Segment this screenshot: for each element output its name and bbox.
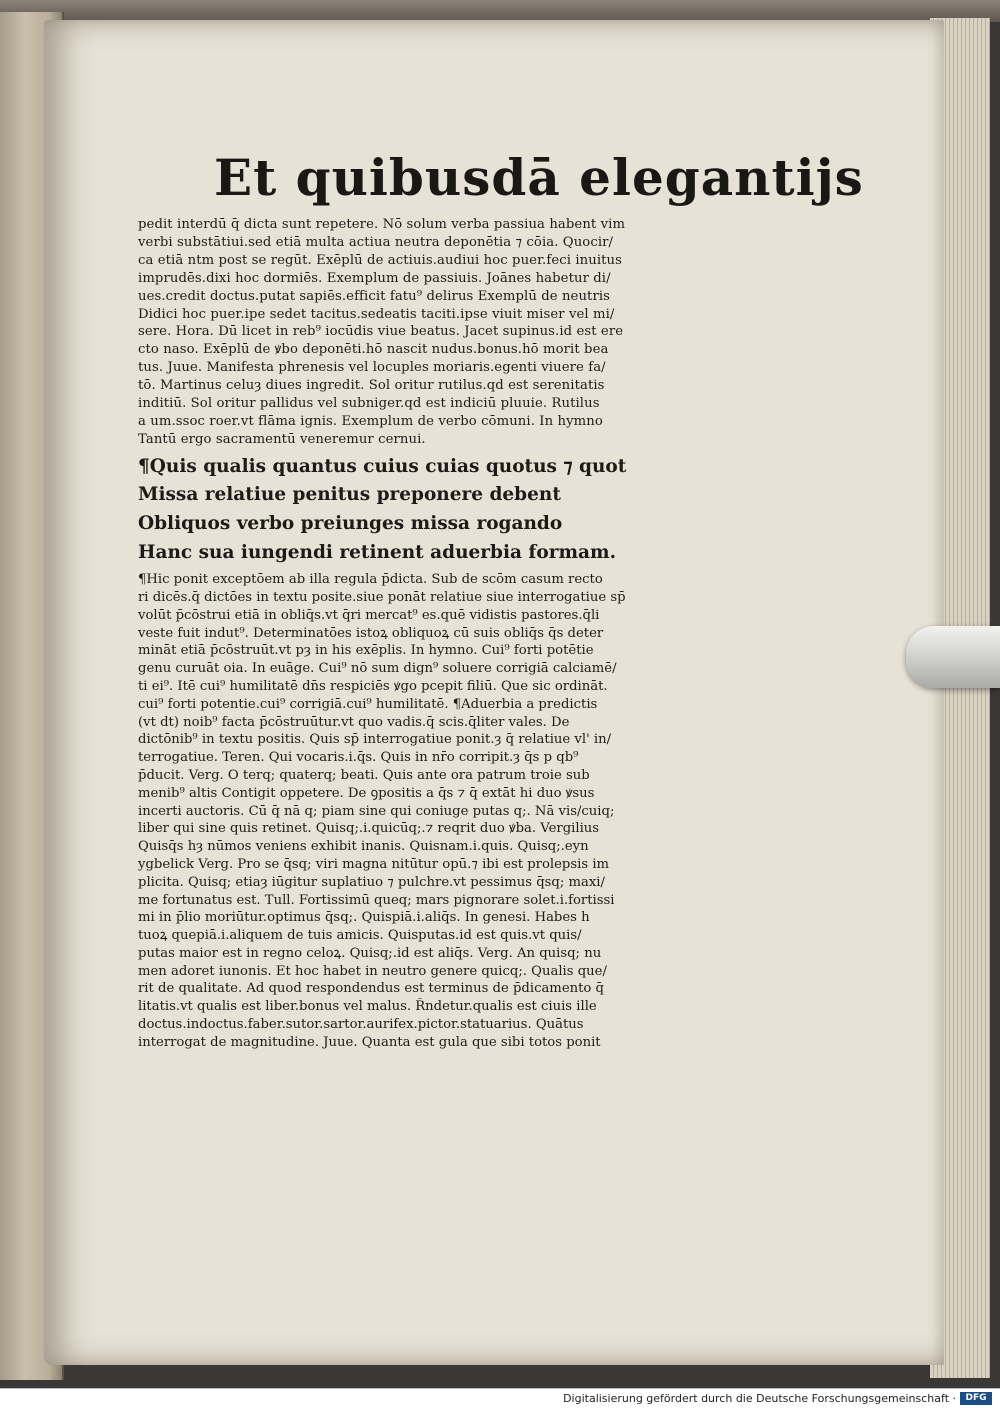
text-line: imprudēs.dixi hoc dormiēs. Exemplum de passiuis. Joānes habetur di/: [138, 270, 611, 286]
page-heading: Et quibusdā elegantijs: [214, 148, 864, 207]
binding-board: [0, 0, 1000, 22]
footer-bar: [0, 1388, 1000, 1408]
text-line: dictōnib⁹ in textu positis. Quis sp̄ interrogatiue ponit.ȝ q̄ relatiue vl' in/: [138, 732, 612, 748]
text-line: Didici hoc puer.ipe sedet tacitus.sedeatis taciti.ipse viuit miser vel mi/: [138, 306, 615, 322]
dfg-logo: DFG: [960, 1392, 992, 1405]
text-line: liber qui sine quis retinet. Quisq;.i.quicūq;.⁊ reqrit duo ꝟba. Vergilius: [138, 821, 600, 837]
text-line: ri dicēs.q̄ dictōes in textu posite.siue ponāt relatiue siue interrogatiue sp̄: [138, 589, 626, 605]
text-line: terrogatiue. Teren. Qui vocaris.i.q̄s. Quis in nr̄o corripit.ȝ q̄s p qb⁹: [138, 750, 579, 766]
text-line: rit de qualitate. Ad quod respondendus est terminus de p̄dicamento q̄: [138, 981, 604, 997]
text-line: putas maior est in regno celoꝝ. Quisq;.id est aliq̄s. Verg. An quisq; nu: [138, 945, 602, 961]
text-line: mi in p̄lio moriūtur.optimus q̄sq;. Quispiā.i.aliq̄s. In genesi. Habes h: [138, 910, 590, 926]
text-line: p̄ducit. Verg. O terq; quaterq; beati. Quis ante ora patrum troie sub: [138, 767, 590, 783]
text-line: cto naso. Exēplū de ꝟbo deponēti.hō nascit nudus.bonus.hō morit bea: [138, 342, 609, 358]
verse-line: ¶Quis qualis quantus cuius cuias quotus ⁊ quot: [138, 455, 627, 477]
text-line: tuoꝝ quepiā.i.aliquem de tuis amicis. Quisputas.id est quis.vt quis/: [138, 928, 582, 944]
text-line: me fortunatus est. Tull. Fortissimū queq; mars pignorare solet.i.fortissi: [138, 892, 615, 908]
text-line: doctus.indoctus.faber.sutor.sartor.aurifex.pictor.statuarius. Quātus: [138, 1017, 584, 1033]
text-line: men adoret iunonis. Et hoc habet in neutro genere quicq;. Qualis que/: [138, 963, 607, 979]
text-line: ¶Hic ponit exceptōem ab illa regula p̄dicta. Sub de scōm casum recto: [138, 572, 603, 588]
verse-block: [138, 453, 738, 567]
verse-line: Hanc sua iungendi retinent aduerbia formam.: [138, 541, 617, 563]
text-line: cui⁹ forti potentie.cui⁹ corrigiā.cui⁹ humilitatē. ¶Aduerbia a predictis: [138, 696, 598, 712]
text-line: tus. Juue. Manifesta phrenesis vel locuples moriaris.egenti viuere fa/: [138, 360, 606, 376]
text-line: volūt p̄cōstrui etiā in obliq̄s.vt q̄ri mercat⁹ es.quē vidistis pastores.q̄li: [138, 607, 600, 623]
text-line: Quisq̄s hȝ nūmos veniens exhibit inanis. Quisnam.i.quis. Quisq;.eyn: [138, 839, 589, 855]
text-line: pedit interdū q̄ dicta sunt repetere. Nō solum verba passiua habent vim: [138, 217, 626, 232]
text-line: veste fuit indut⁹. Determinatōes istoꝝ obliquoꝝ cū suis obliq̄s q̄s deter: [138, 625, 604, 641]
text-line: mināt etiā p̄cōstruūt.vt pȝ in his exēplis. In hymno. Cui⁹ forti potētie: [138, 643, 594, 659]
page-clip: [906, 626, 1000, 688]
text-line: interrogat de magnitudine. Juue. Quanta est gula que sibi totos ponit: [138, 1034, 601, 1050]
text-line: ti ei⁹. Itē cui⁹ humilitatē dn̄s respiciēs ꝟgo pcepit filiū. Que sic ordināt.: [138, 678, 608, 694]
text-line: Tantū ergo sacramentū veneremur cernui.: [138, 431, 426, 447]
text-line: verbi substātiui.sed etiā multa actiua neutra deponētia ⁊ cōia. Quocir/: [138, 234, 614, 250]
commentary-paragraph-2: [138, 571, 738, 1052]
verse-line: Obliquos verbo preiunges missa rogando: [138, 512, 563, 534]
text-line: ues.credit doctus.putat sapiēs.efficit fatu⁹ delirus Exemplū de neutris: [138, 288, 611, 304]
page-body: [138, 216, 738, 1052]
text-line: sere. Hora. Dū licet in reb⁹ iocūdis viue beatus. Jacet supinus.id est ere: [138, 324, 624, 340]
text-line: genu curuāt oia. In euāge. Cui⁹ nō sum dign⁹ soluere corrigiā calciamē/: [138, 661, 617, 677]
text-line: tō. Martinus celuȝ diues ingredit. Sol oritur rutilus.qd̄ est serenitatis: [138, 378, 605, 394]
text-line: ygbelick Verg. Pro se q̄sq; viri magna nitūtur opū.⁊ ibi est prolepsis im: [138, 856, 610, 872]
text-line: menib⁹ altis Contigit oppetere. De ꝯpositis a q̄s ⁊ q̄ extāt hi duo ꝟsus: [138, 785, 595, 801]
text-line: a um.ssoc roer.vt flāma ignis. Exemplum de verbo cōmuni. In hymno: [138, 413, 603, 429]
text-line: litatis.vt qualis est liber.bonus vel malus. R̄ndetur.qualis est ciuis ille: [138, 999, 597, 1015]
text-line: plicita. Quisq; etiaȝ iūgitur suplatiuo ⁊ pulchre.vt pessimus q̄sq; maxi/: [138, 874, 605, 890]
commentary-paragraph-1: [138, 216, 738, 449]
text-line: incerti auctoris. Cū q̄ nā q; piam sine qui coniuge putas q;. Nā vis/cuiq;: [138, 803, 615, 819]
footer-credit: Digitalisierung gefördert durch die Deutsche Forschungsgemeinschaft ·: [563, 1392, 956, 1405]
text-line: (vt d̄t) noib⁹ facta p̄cōstruūtur.vt quo vadis.q̄ scis.q̄liter vales. De: [138, 714, 570, 730]
text-line: inditiū. Sol oritur pallidus vel subniger.qd̄ est indiciū pluuie. Rutilus: [138, 396, 600, 412]
verse-line: Missa relatiue penitus preponere debent: [138, 484, 561, 506]
text-line: ca etiā nt̄m post se regūt. Exēplū de actiuis.audiui hoc puer.feci inuitus: [138, 252, 622, 268]
